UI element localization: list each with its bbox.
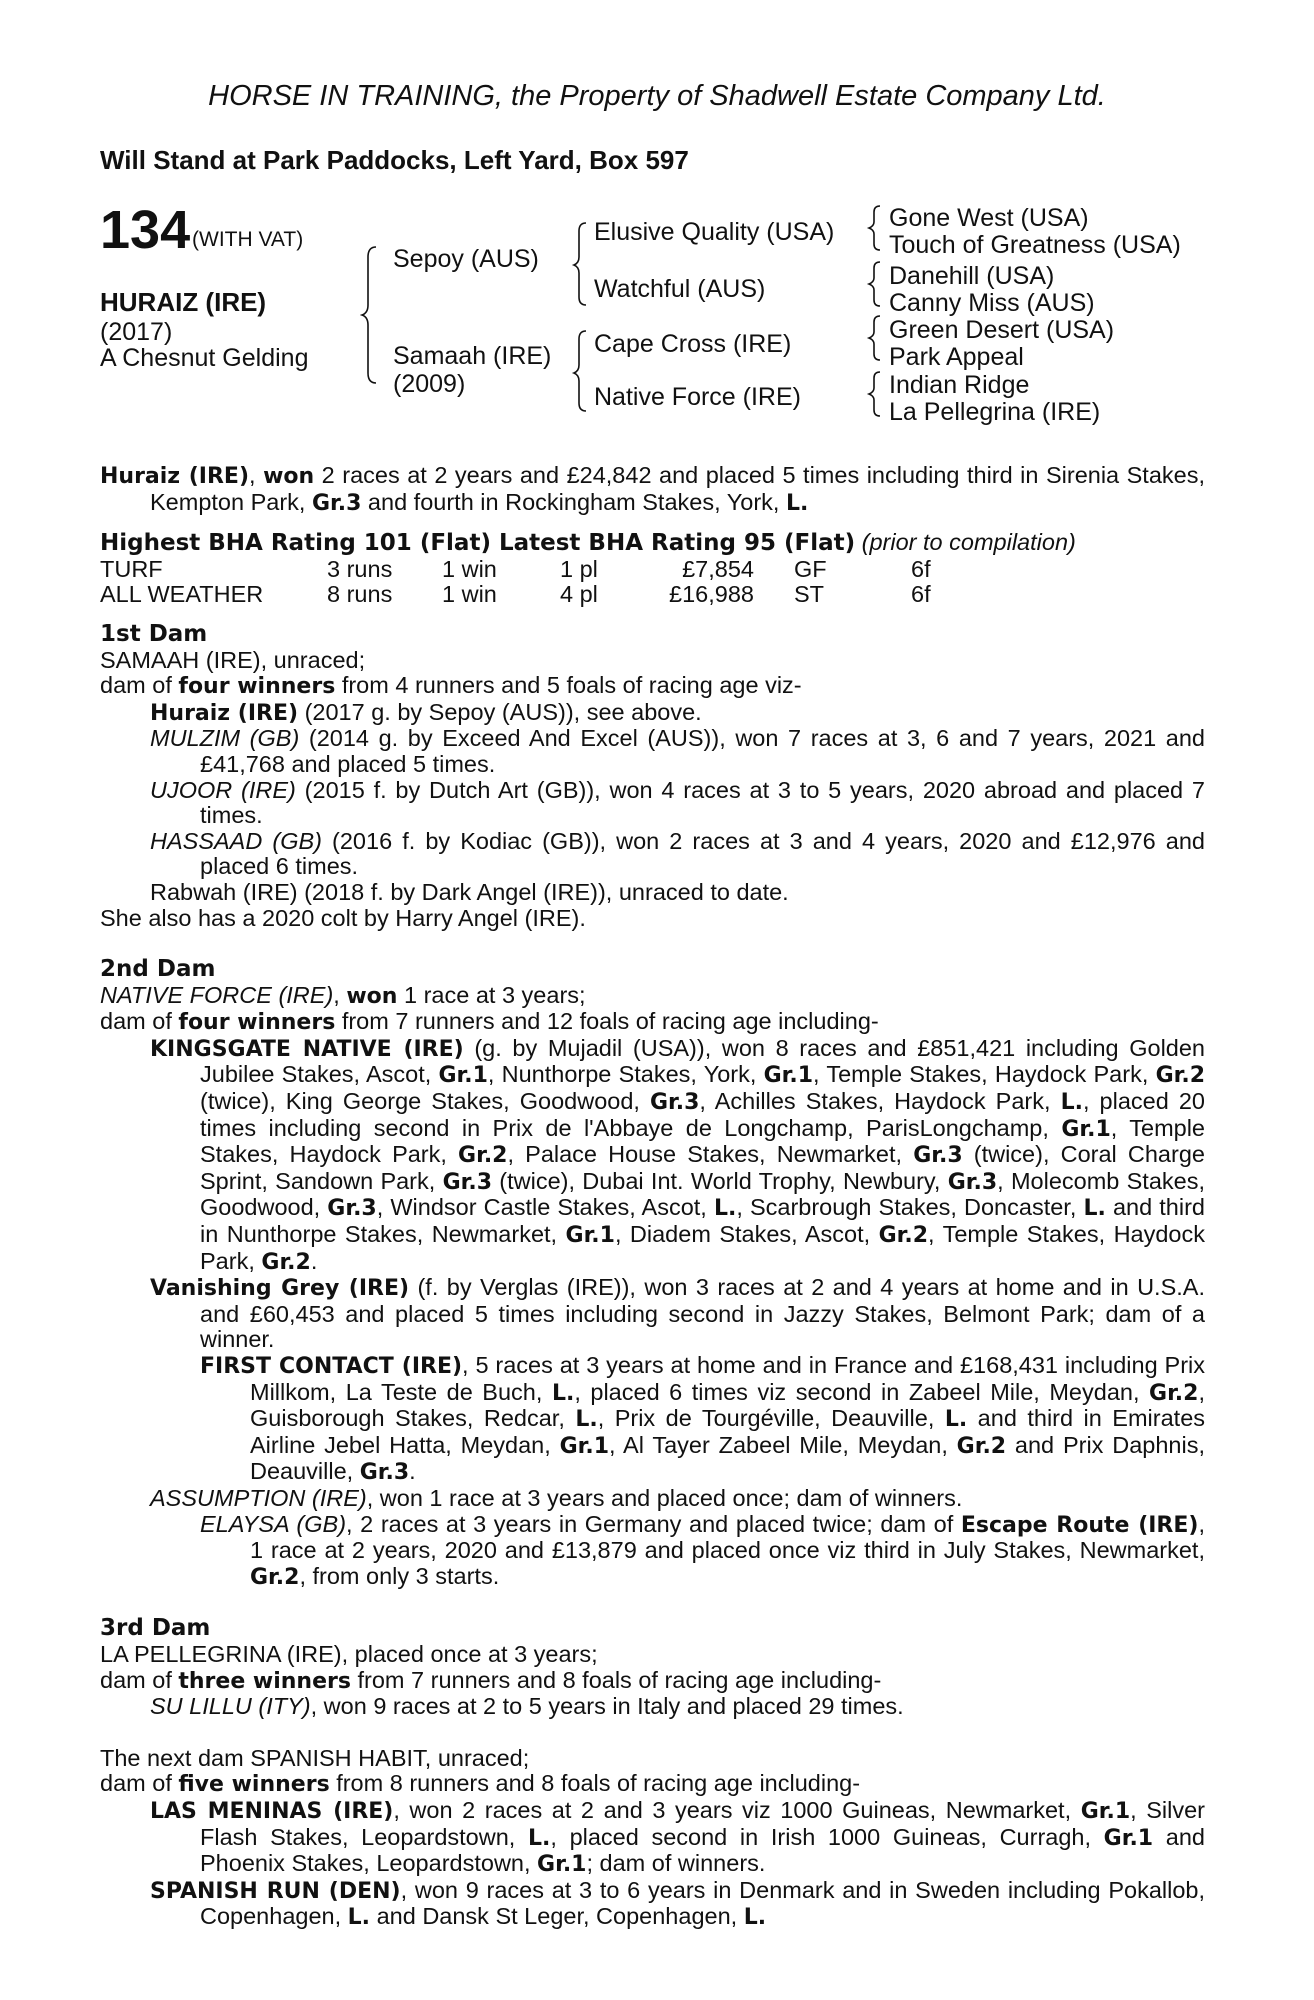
race-record-table [100,557,931,608]
table-row: TURF 3 runs 1 win 1 pl £7,854 GF 6f [100,555,931,582]
list-item: MULZIM (GB) (2014 g. by Exceed And Excel (AUS)), won 7 races at 3, 6 and 7 years, 2021 and £41,768 and placed 5 times. [150,725,1206,777]
pedigree-sire-sire: Elusive Quality (USA) [594,218,835,246]
ratings-heading: Highest BHA Rating 101 (Flat) Latest BHA Rating 95 (Flat) (prior to compilation) [100,529,1076,557]
first-dam-line: SAMAAH (IRE), unraced; [100,646,366,673]
list-item: Rabwah (IRE) (2018 f. by Dark Angel (IRE)), unraced to date. [150,878,789,905]
second-dam-heading: 2nd Dam [100,956,216,983]
list-item: FIRST CONTACT (IRE), 5 races at 3 years at home and in France and £168,431 including Prix Millkom, La Teste de Buch, L., placed 6 times viz second in Zabeel Mile, Meydan, Gr.2, Guisborough Stakes, Redcar, L., Prix de Tourgéville, Deauville, L. and third in Emirates Airline Jebel Hatta, Meydan, Gr.1, Al Tayer Zabeel Mile, Meydan, Gr.2 and Prix Daphnis, Deauville, Gr.3. [200,1352,1206,1486]
list-item: ELAYSA (GB), 2 races at 3 years in Germany and placed twice; dam of Escape Route (IRE), 1 race at 2 years, 2020 and £13,879 and placed once viz third in July Stakes, Newmarket, Gr.2, from only 3 starts. [200,1510,1205,1590]
pedigree-sds: Danehill (USA) [889,262,1055,290]
horse-name: HURAIZ (IRE) [100,287,267,317]
pedigree-dsd: Park Appeal [889,343,1024,371]
list-item: Vanishing Grey (IRE) (f. by Verglas (IRE)), won 3 races at 2 and 4 years at home and in U.S.A. and £60,453 and placed 5 times including second in Jazzy Stakes, Belmont Park; dam of a winner. [150,1274,1205,1353]
pedigree-sdd: Canny Miss (AUS) [889,289,1095,317]
pedigree-dam-sire: Cape Cross (IRE) [594,330,792,358]
second-dam-produce: dam of four winners from 7 runners and 12 foals of racing age including- [100,1008,879,1036]
pedigree-dds: Indian Ridge [889,371,1030,399]
pedigree-dss: Green Desert (USA) [889,316,1115,344]
summary-paragraph: Huraiz (IRE), won 2 races at 2 years and £24,842 and placed 5 times including third in Sirenia Stakes, Kempton Park, Gr.3 and fourth in Rockingham Stakes, York, L. [100,462,1206,516]
pedigree-dam-dam: Native Force (IRE) [594,383,801,411]
stand-location: Will Stand at Park Paddocks, Left Yard, Box 597 [100,145,689,175]
horse-year: (2017) [100,318,173,346]
list-item: Huraiz (IRE) (2017 g. by Sepoy (AUS)), see above. [150,698,702,726]
third-dam-heading: 3rd Dam [100,1615,211,1642]
pedigree-dam: Samaah (IRE) [393,342,552,370]
pedigree-sss: Gone West (USA) [889,204,1089,232]
list-item: UJOOR (IRE) (2015 f. by Dutch Art (GB)), won 4 races at 3 to 5 years, 2020 abroad and placed 7 times. [150,776,1205,829]
list-item: HASSAAD (GB) (2016 f. by Kodiac (GB)), won 2 races at 3 and 4 years, 2020 and £12,976 and placed 6 times. [150,827,1205,880]
next-dam-produce: dam of five winners from 8 runners and 8 foals of racing age including- [100,1770,861,1798]
list-item: ASSUMPTION (IRE), won 1 race at 3 years and placed once; dam of winners. [150,1484,963,1511]
list-item: LAS MENINAS (IRE), won 2 races at 2 and 3 years viz 1000 Guineas, Newmarket, Gr.1, Silver Flash Stakes, Leopardstown, L., placed second in Irish 1000 Guineas, Curragh, Gr.1 and Phoenix Stakes, Leopardstown, Gr.1; dam of winners. [150,1796,1205,1878]
third-dam-line: LA PELLEGRINA (IRE), placed once at 3 years; [100,1640,598,1667]
horse-description: A Chesnut Gelding [100,344,309,372]
pedigree-ssd: Touch of Greatness (USA) [889,231,1181,259]
pedigree-sire-dam: Watchful (AUS) [594,275,766,303]
list-item: KINGSGATE NATIVE (IRE) (g. by Mujadil (USA)), won 8 races and £851,421 including Golden Jubilee Stakes, Ascot, Gr.1, Nunthorpe Stakes, York, Gr.1, Temple Stakes, Haydock Park, Gr.2 (twice), King George Stakes, Goodwood, Gr.3, Achilles Stakes, Haydock Park, L., placed 20 times including second in Prix de l'Abbaye de Longchamp, ParisLongchamp, Gr.1, Temple Stakes, Haydock Park, Gr.2, Palace House Stakes, Newmarket, Gr.3 (twice), Coral Charge Sprint, Sandown Park, Gr.3 (twice), Dubai Int. World Trophy, Newbury, Gr.3, Molecomb Stakes, Goodwood, Gr.3, Windsor Castle Stakes, Ascot, L., Scarbrough Stakes, Doncaster, L. and third in Nunthorpe Stakes, Newmarket, Gr.1, Diadem Stakes, Ascot, Gr.2, Temple Stakes, Haydock Park, Gr.2. [150,1034,1206,1275]
next-dam-line: The next dam SPANISH HABIT, unraced; [100,1744,530,1771]
lot-number: 134 [100,200,191,260]
list-item: SU LILLU (ITY), won 9 races at 2 to 5 years in Italy and placed 29 times. [150,1693,904,1720]
catalogue-body [100,463,1205,1931]
page-title: HORSE IN TRAINING, the Property of Shadwell Estate Company Ltd. [208,80,1106,112]
pedigree-ddd: La Pellegrina (IRE) [889,398,1101,426]
second-dam-line: NATIVE FORCE (IRE), won 1 race at 3 years; [100,981,586,1009]
list-item: SPANISH RUN (DEN), won 9 races at 3 to 6 years in Denmark and in Sweden including Pokallob, Copenhagen, L. and Dansk St Leger, Copenhagen, L. [150,1876,1206,1931]
pedigree-sire: Sepoy (AUS) [393,245,539,273]
first-dam-produce: dam of four winners from 4 runners and 5 foals of racing age viz- [100,672,802,700]
first-dam-heading: 1st Dam [100,620,208,647]
pedigree-dam-year: (2009) [393,370,466,398]
first-dam-note: She also has a 2020 colt by Harry Angel (IRE). [100,904,586,931]
table-row: ALL WEATHER 8 runs 1 win 4 pl £16,988 ST 6f [100,581,931,608]
third-dam-produce: dam of three winners from 7 runners and 8 foals of racing age including- [100,1666,882,1694]
vat-note: (WITH VAT) [192,228,304,251]
